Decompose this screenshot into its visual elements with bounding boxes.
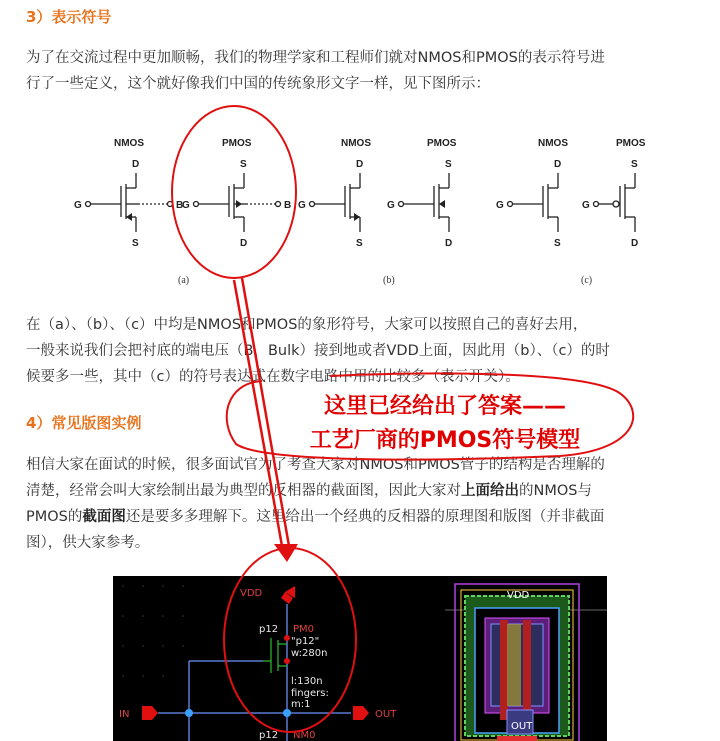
sch-p12-label: p12 [259,624,279,635]
layout-out-label: OUT [511,721,533,732]
sch-pm0-label: PM0 [293,624,315,635]
sch-vdd-label: VDD [240,588,263,599]
label-s: S [445,159,452,170]
label-d: D [240,238,248,249]
sch-in-label: IN [119,709,130,720]
label-g: G [387,200,395,211]
label-d: D [631,238,639,249]
sch-m-label: m:1 [291,699,311,710]
annotation-text [280,390,610,458]
label-b: B [176,200,184,211]
sch-l-label: l:130n [291,676,323,687]
label-g: G [182,200,190,211]
label-s: S [240,159,247,170]
para1-line1: 为了在交流过程中更加顺畅，我们的物理学家和工程师们就对NMOS和PMOS的表示符号进 [26,50,605,66]
emphasis-above: 上面给出 [461,483,519,499]
sch-p12b-label: p12 [259,730,279,741]
label-pmos-c: PMOS [616,138,646,149]
label-s: S [356,238,363,249]
para3-line3: PMOS的截面图还是要多多理解下。这里给出一个经典的反相器的原理图和版图（并非截面 [26,509,605,525]
label-d: D [132,159,140,170]
para3-line1: 相信大家在面试的时候，很多面试官为了考查大家对NMOS和PMOS管子的结构是否理解的 [26,457,605,473]
label-nmos-a: NMOS [114,138,144,149]
label-d: D [445,238,453,249]
section-3-heading: 3）表示符号 [26,8,112,26]
label-nmos-c: NMOS [538,138,568,149]
sch-out-label: OUT [375,709,397,720]
label-b: B [284,200,292,211]
label-s: S [631,159,638,170]
layout-vdd-label: VDD [507,590,530,601]
caption-c: (c) [581,275,593,286]
label-g: G [298,200,306,211]
section-4-heading: 4）常见版图实例 [26,414,142,432]
sch-nm0-label: NM0 [293,730,316,741]
caption-a: (a) [178,275,190,286]
annotation-line1: 这里已经给出了答案—— [323,394,566,419]
label-s: S [132,238,139,249]
pmos-highlight-ellipse [172,106,296,278]
para1-line2: 行了一些定义，这个就好像我们中国的传统象形文字一样，见下图所示： [26,76,490,92]
para2-line2: 一般来说我们会把衬底的端电压（B，Bulk）接到地或者VDD上面，因此用（b）、（c）的时 [26,343,610,359]
label-g: G [582,200,590,211]
schematic-highlight-ellipse [224,548,356,732]
label-d: D [554,159,562,170]
arrow-head-icon [274,544,298,562]
sch-p12q-label: "p12" [291,636,320,647]
para2-line1: 在（a）、（b）、（c）中均是NMOS和PMOS的象形符号，大家可以按照自己的喜好去用， [26,317,588,333]
label-d: D [356,159,364,170]
para3-line2: 清楚，经常会叫大家绘制出最为典型的反相器的截面图，因此大家对上面给出的NMOS与 [26,483,592,499]
caption-b: (b) [383,275,395,286]
emphasis-cross-section: 截面图 [82,509,126,525]
label-g: G [74,200,82,211]
sch-w-label: w:280n [291,648,328,659]
label-pmos-a: PMOS [222,138,252,149]
para2-line3: 候要多一些，其中（c）的符号表达式在数字电路中用的比较多（表示开关）。 [26,369,520,385]
label-g: G [496,200,504,211]
label-nmos-b: NMOS [341,138,371,149]
sch-fingers-label: fingers: [291,688,329,699]
para3-line4: 图），供大家参考。 [26,535,150,551]
annotation-line2: 工艺厂商的PMOS符号模型 [309,428,581,453]
label-pmos-b: PMOS [427,138,457,149]
label-s: S [554,238,561,249]
